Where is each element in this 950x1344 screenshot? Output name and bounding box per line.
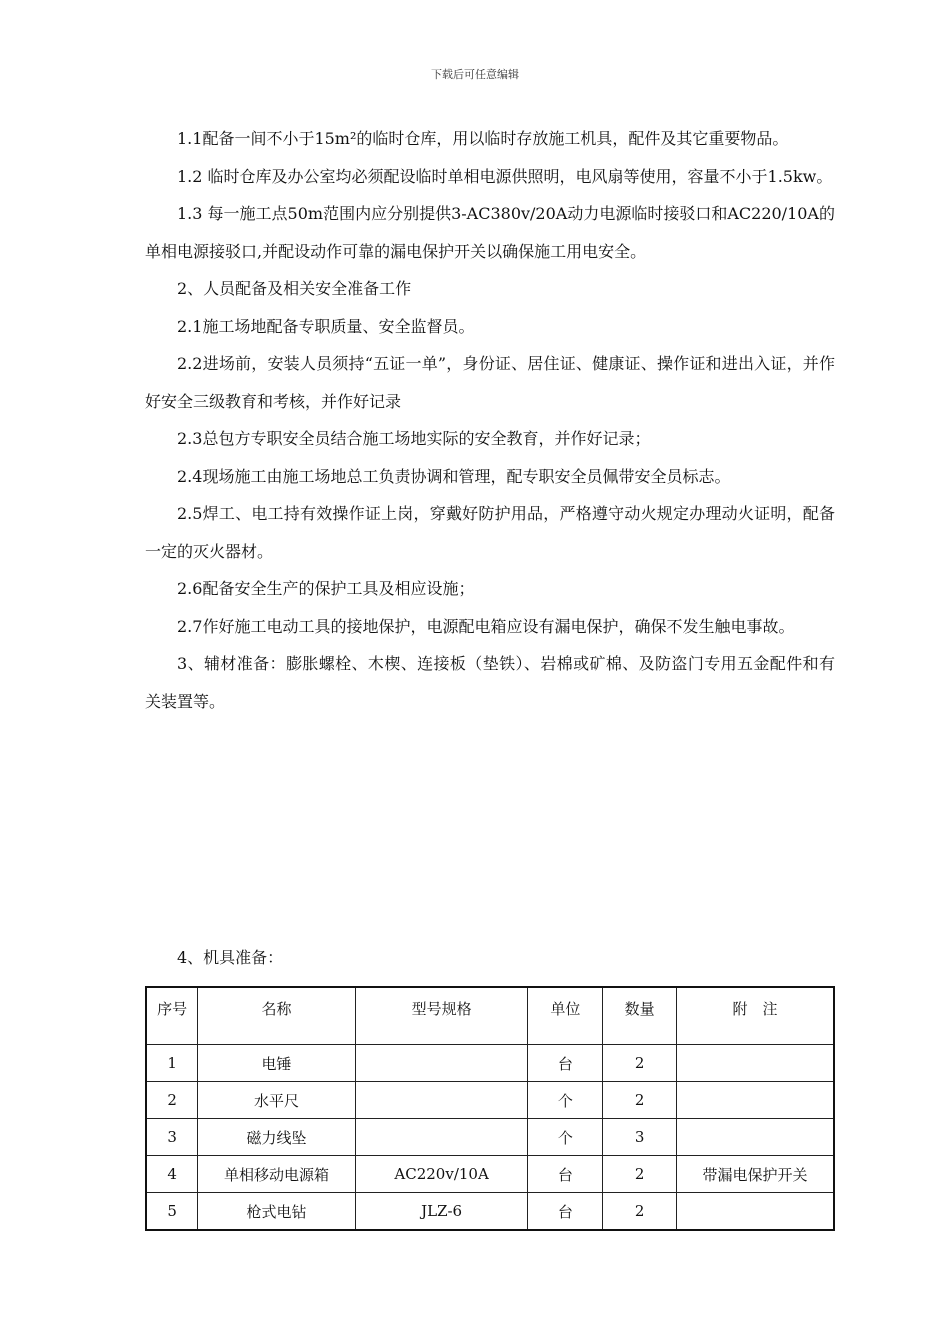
cell-quantity: 2 [603,1082,677,1119]
paragraph-2-4: 2.4现场施工由施工场地总工负责协调和管理，配专职安全员佩带安全员标志。 [177,466,731,486]
paragraph-2-2: 2.2进场前，安装人员须持“五证一单”，身份证、居住证、健康证、操作证和进出入证，并作好安全三级教育和考核，并作好记录 [145,354,835,411]
cell-index: 1 [146,1045,198,1082]
cell-quantity: 2 [603,1045,677,1082]
paragraph-3-materials: 3、辅材准备：膨胀螺栓、木楔、连接板（垫铁）、岩棉或矿棉、及防盗门专用五金配件和有关装置等。 [145,654,835,711]
cell-unit: 台 [528,1193,603,1231]
cell-notes: 带漏电保护开关 [676,1156,834,1193]
cell-spec: JLZ-6 [355,1193,528,1231]
paragraph-2-5: 2.5焊工、电工持有效操作证上岗，穿戴好防护用品，严格遵守动火规定办理动火证明，配备一定的灭火器材。 [145,504,835,561]
cell-notes [676,1193,834,1231]
tools-table [145,986,835,1231]
cell-spec: AC220v/10A [355,1156,528,1193]
table-row [146,1082,834,1119]
cell-unit: 台 [528,1045,603,1082]
cell-name: 磁力线坠 [198,1119,355,1156]
paragraph-2-1: 2.1施工场地配备专职质量、安全监督员。 [177,316,475,336]
cell-index: 5 [146,1193,198,1231]
header-spec: 型号规格 [355,987,528,1045]
cell-notes [676,1082,834,1119]
table-header-row [146,987,834,1045]
document-body [145,120,835,720]
table-row [146,1193,834,1231]
cell-index: 4 [146,1156,198,1193]
cell-name: 水平尺 [198,1082,355,1119]
paragraph-2-6: 2.6配备安全生产的保护工具及相应设施； [177,579,475,598]
header-quantity: 数量 [603,987,677,1045]
cell-quantity: 3 [603,1119,677,1156]
header-unit: 单位 [528,987,603,1045]
cell-spec [355,1119,528,1156]
paragraph-2-7: 2.7作好施工电动工具的接地保护，电源配电箱应设有漏电保护，确保不发生触电事故。 [177,616,795,636]
tools-section-title: 4、机具准备： [177,948,284,967]
table-row [146,1045,834,1082]
cell-index: 2 [146,1082,198,1119]
cell-name: 枪式电钻 [198,1193,355,1231]
cell-unit: 个 [528,1119,603,1156]
header-index: 序号 [146,987,198,1045]
cell-name: 单相移动电源箱 [198,1156,355,1193]
cell-notes [676,1045,834,1082]
cell-spec [355,1045,528,1082]
cell-spec [355,1082,528,1119]
cell-unit: 台 [528,1156,603,1193]
heading-2-personnel: 2、人员配备及相关安全准备工作 [177,279,412,298]
cell-unit: 个 [528,1082,603,1119]
paragraph-1-3: 1.3 每一施工点50m范围内应分别提供3-AC380v/20A动力电源临时接驳口和AC220/10A的单相电源接驳口,并配设动作可靠的漏电保护开关以确保施工用电安全。 [145,204,835,261]
table-row [146,1119,834,1156]
cell-name: 电锤 [198,1045,355,1082]
cell-index: 3 [146,1119,198,1156]
paragraph-2-3: 2.3总包方专职安全员结合施工场地实际的安全教育，并作好记录； [177,429,651,448]
cell-quantity: 2 [603,1193,677,1231]
cell-notes [676,1119,834,1156]
cell-quantity: 2 [603,1156,677,1193]
paragraph-1-1: 1.1配备一间不小于15m²的临时仓库，用以临时存放施工机具，配件及其它重要物品。 [177,129,789,148]
paragraph-1-2: 1.2 临时仓库及办公室均必须配设临时单相电源供照明，电风扇等使用，容量不小于1.5kw。 [177,166,833,186]
header-notes: 附 注 [676,987,834,1045]
table-row [146,1156,834,1193]
header-name: 名称 [198,987,355,1045]
page-header: 下载后可任意编辑 [431,68,519,81]
